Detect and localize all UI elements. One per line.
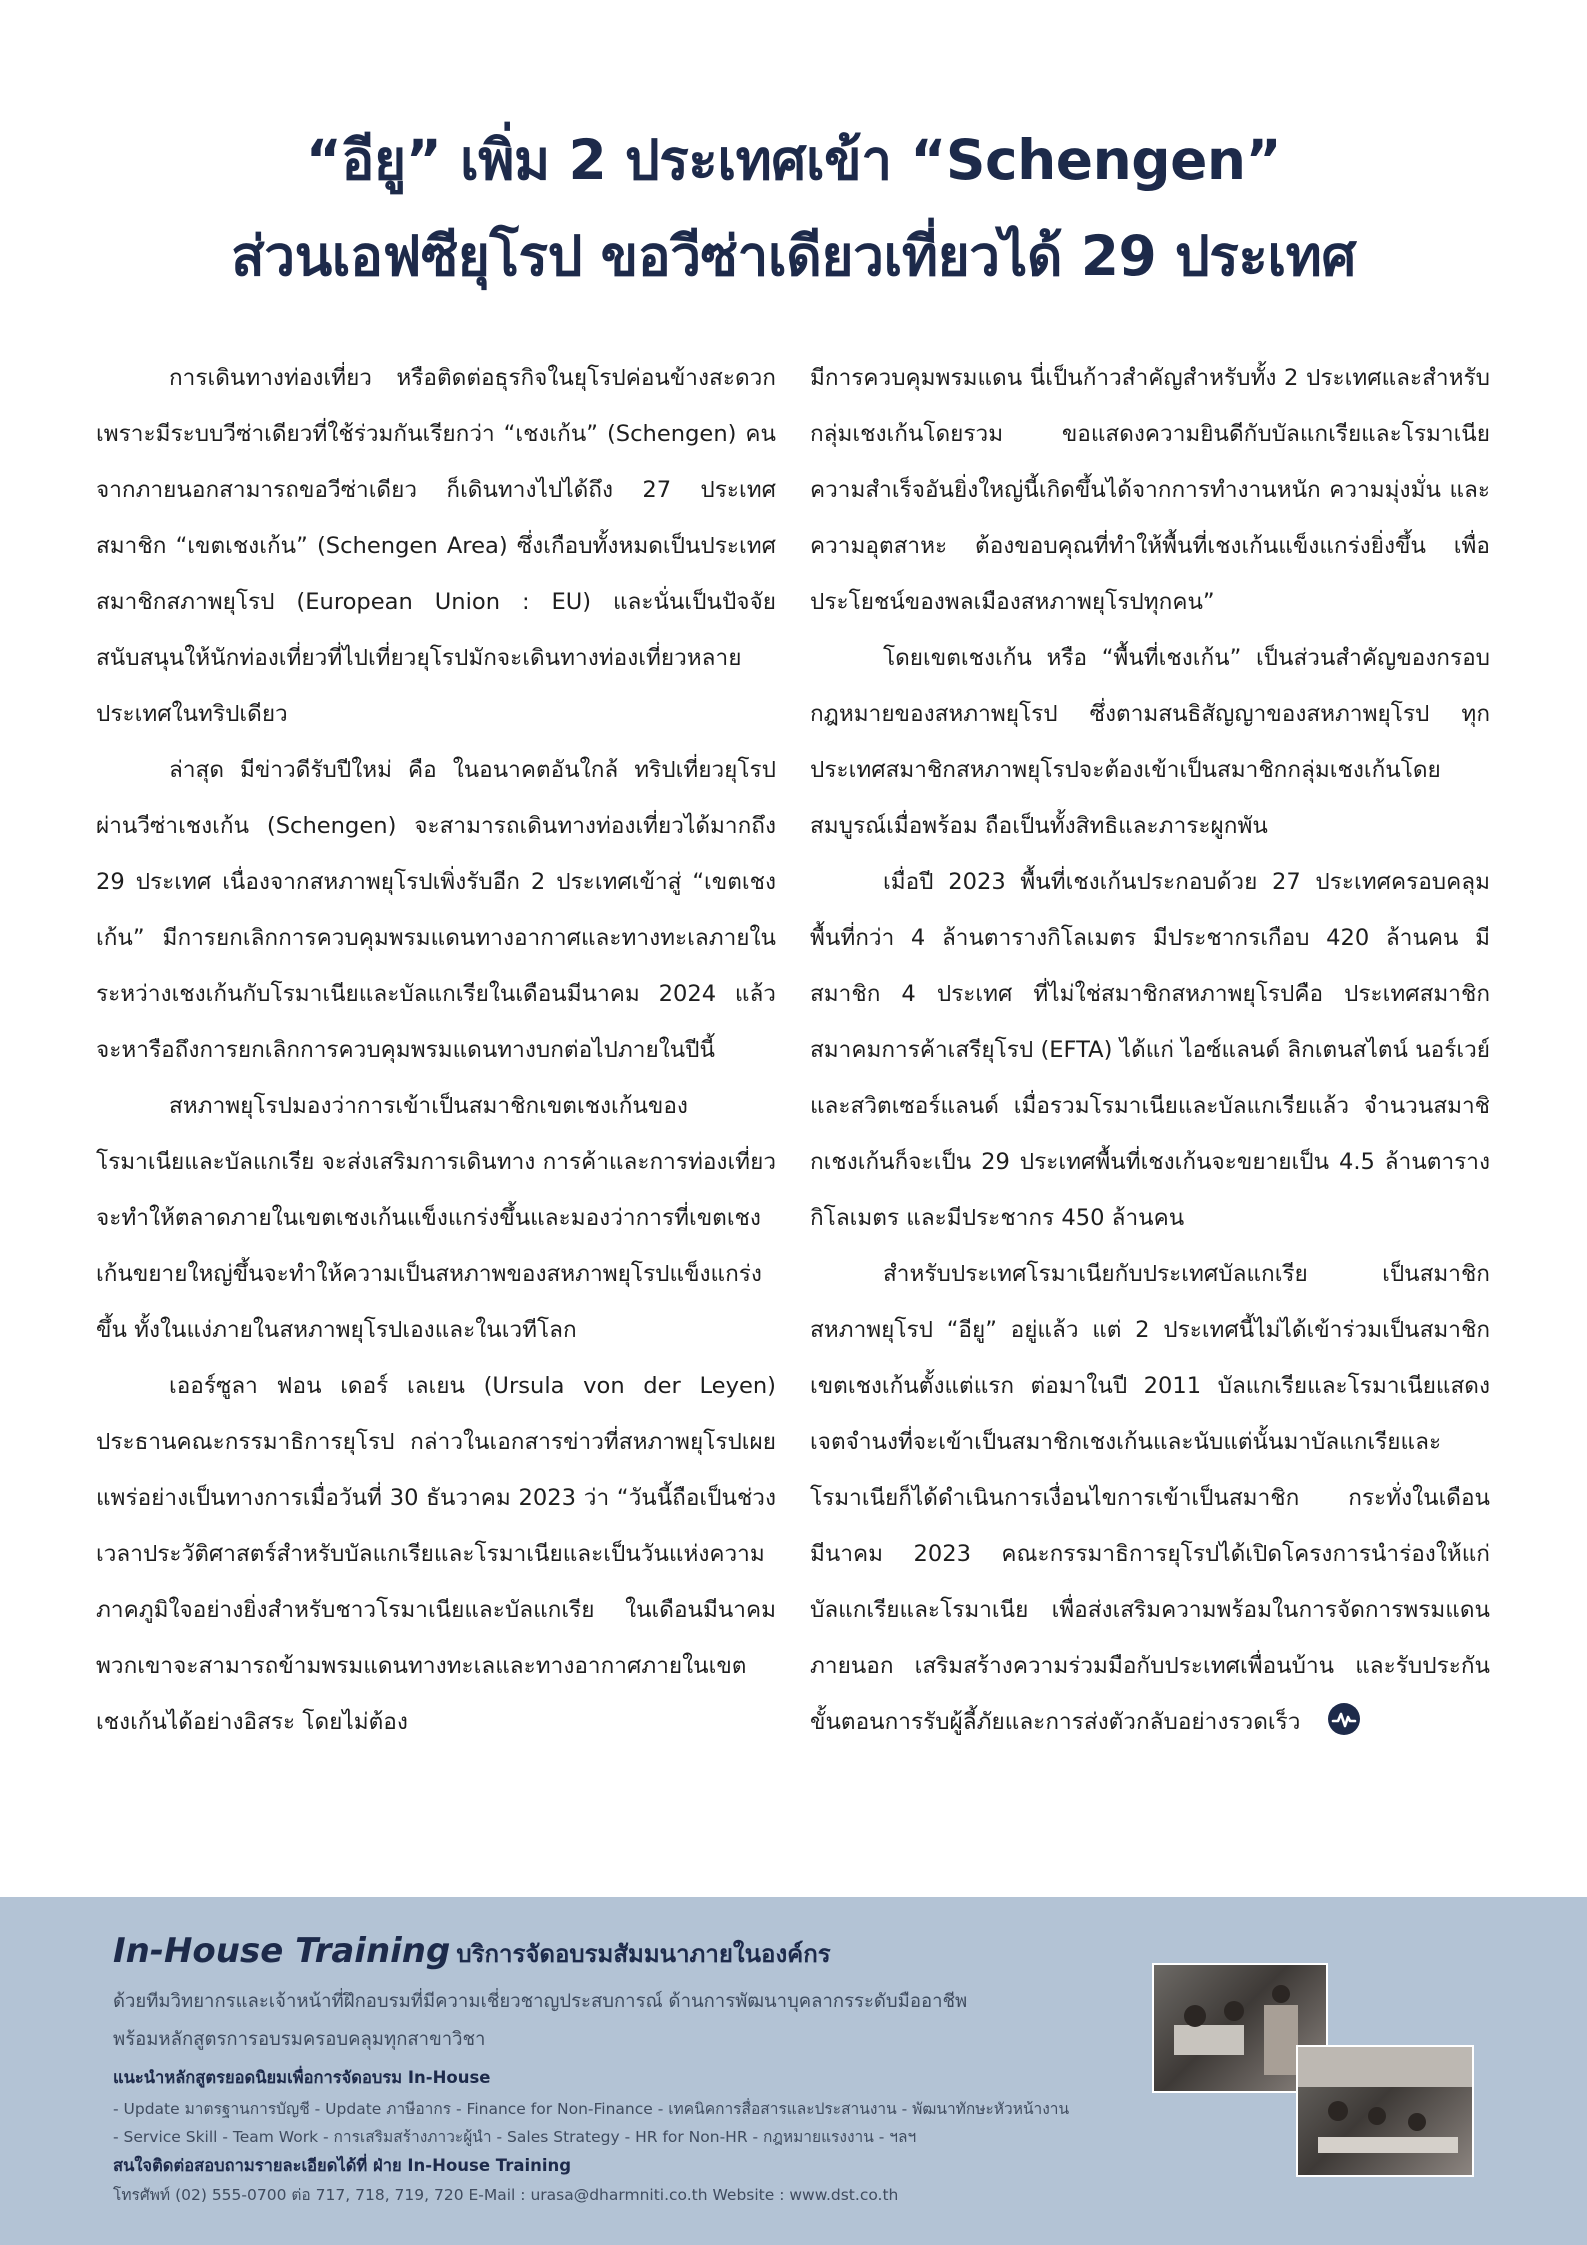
article-paragraph-continued: มีการควบคุมพรมแดน นี่เป็นก้าวสำคัญสำหรับทั้ง 2 ประเทศและสำหรับกลุ่มเชงเก้นโดยรวม ขอแสดงความยินดีกับบัลแกเรียและโรมาเนีย ความสำเร็จอันยิ่งใหญ่นี้เกิดขึ้นได้จากการทำงานหนัก ความมุ่งมั่น และความอุตสาหะ ต้องขอบคุณที่ทำให้พื้นที่เชงเก้นแข็งแกร่งยิ่งขึ้น เพื่อประโยชน์ของพลเมืองสหภาพยุโรปทุกคน”: [810, 365, 1490, 615]
course-list-1: - Update มาตรฐานการบัญชี - Update ภาษีอากร - Finance for Non-Finance - เทคนิคการสื่อสารและประสานงาน - พัฒนาทักษะหัวหน้างาน: [113, 2100, 1070, 2118]
article-paragraph: เออร์ซูลา ฟอน เดอร์ เลเยน (Ursula von der Leyen) ประธานคณะกรรมาธิการยุโรป กล่าวในเอกสารข่าวที่สหภาพยุโรปเผยแพร่อย่างเป็นทางการเมื่อวันที่ 30 ธันวาคม 2023 ว่า “วันนี้ถือเป็นช่วงเวลาประวัติศาสตร์สำหรับบัลแกเรียและโรมาเนียและเป็นวันแห่งความภาคภูมิใจอย่างยิ่งสำหรับชาวโรมาเนียและบัลแกเรีย ในเดือนมีนาคมพวกเขาจะสามารถข้ามพรมแดนทางทะเลและทางอากาศภายในเขตเชงเก้นได้อย่างอิสระ โดยไม่ต้อง: [96, 1373, 776, 1735]
headline-line-1: “อียู” เพิ่ม 2 ประเทศเข้า “Schengen”: [305, 128, 1282, 192]
recommend-heading: แนะนำหลักสูตรยอดนิยมเพื่อการจัดอบรม In-House: [113, 2068, 491, 2087]
training-photo-2: [1296, 2045, 1474, 2177]
article-column-left: [96, 350, 776, 1750]
contact-heading: สนใจติดต่อสอบถามรายละเอียดได้ที่ ฝ่าย In-House Training: [113, 2156, 572, 2175]
article-paragraph: ล่าสุด มีข่าวดีรับปีใหม่ คือ ในอนาคตอันใกล้ ทริปเที่ยวยุโรปผ่านวีซ่าเชงเก้น (Schengen) จะสามารถเดินทางท่องเที่ยวได้มากถึง 29 ประเทศ เนื่องจากสหภาพยุโรปเพิ่งรับอีก 2 ประเทศเข้าสู่ “เขตเชงเก้น” มีการยกเลิกการควบคุมพรมแดนทางอากาศและทางทะเลภายในระหว่างเชงเก้นกับโรมาเนียและบัลแกเรียในเดือนมีนาคม 2024 แล้วจะหารือถึงการยกเลิกการควบคุมพรมแดนทางบกต่อไปภายในปีนี้: [96, 757, 776, 1063]
in-house-training-banner: [0, 1897, 1587, 2245]
article-paragraph-last: [810, 1246, 1490, 1750]
article-paragraph: โดยเขตเชงเก้น หรือ “พื้นที่เชงเก้น” เป็นส่วนสำคัญของกรอบกฎหมายของสหภาพยุโรป ซึ่งตามสนธิสัญญาของสหภาพยุโรป ทุกประเทศสมาชิกสหภาพยุโรปจะต้องเข้าเป็นสมาชิกกลุ่มเชงเก้นโดยสมบูรณ์เมื่อพร้อม ถือเป็นทั้งสิทธิและภาระผูกพัน: [810, 645, 1490, 839]
article-paragraph: เมื่อปี 2023 พื้นที่เชงเก้นประกอบด้วย 27 ประเทศครอบคลุมพื้นที่กว่า 4 ล้านตารางกิโลเมตร มีประชากรเกือบ 420 ล้านคน มีสมาชิก 4 ประเทศ ที่ไม่ใช่สมาชิกสหภาพยุโรปคือ ประเทศสมาชิกสมาคมการค้าเสรียุโรป (EFTA) ได้แก่ ไอซ์แลนด์ ลิกเตนสไตน์ นอร์เวย์ และสวิตเซอร์แลนด์ เมื่อรวมโรมาเนียและบัลแกเรียแล้ว จำนวนสมาชิกเชงเก้นก็จะเป็น 29 ประเทศพื้นที่เชงเก้นจะขยายเป็น 4.5 ล้านตารางกิโลเมตร และมีประชากร 450 ล้านคน: [810, 869, 1490, 1231]
publisher-logo-icon: [1328, 1703, 1360, 1735]
banner-title-th: บริการจัดอบรมสัมมนาภายในองค์กร: [456, 1940, 831, 1968]
article-paragraph: สหภาพยุโรปมองว่าการเข้าเป็นสมาชิกเขตเชงเก้นของโรมาเนียและบัลแกเรีย จะส่งเสริมการเดินทาง การค้าและการท่องเที่ยว จะทำให้ตลาดภายในเขตเชงเก้นแข็งแกร่งขึ้นและมองว่าการที่เขตเชงเก้นขยายใหญ่ขึ้นจะทำให้ความเป็นสหภาพของสหภาพยุโรปแข็งแกร่งขึ้น ทั้งในแง่ภายในสหภาพยุโรปเองและในเวทีโลก: [96, 1093, 776, 1343]
article-column-right: [810, 350, 1490, 1750]
article-paragraph: การเดินทางท่องเที่ยว หรือติดต่อธุรกิจในยุโรปค่อนข้างสะดวก เพราะมีระบบวีซ่าเดียวที่ใช้ร่วมกันเรียกว่า “เชงเก้น” (Schengen) คนจากภายนอกสามารถขอวีซ่าเดียว ก็เดินทางไปได้ถึง 27 ประเทศสมาชิก “เขตเชงเก้น” (Schengen Area) ซึ่งเกือบทั้งหมดเป็นประเทศสมาชิกสภาพยุโรป (European Union : EU) และนั่นเป็นปัจจัยสนับสนุนให้นักท่องเที่ยวที่ไปเที่ยวยุโรปมักจะเดินทางท่องเที่ยวหลายประเทศในทริปเดียว: [96, 365, 776, 727]
banner-title: [113, 1931, 831, 1973]
course-list-2: - Service Skill - Team Work - การเสริมสร้างภาวะผู้นำ - Sales Strategy - HR for Non-HR - กฎหมายแรงงาน - ฯลฯ: [113, 2128, 917, 2146]
contact-info: โทรศัพท์ (02) 555-0700 ต่อ 717, 718, 719, 720 E-Mail : urasa@dharmniti.co.th Website : www.dst.co.th: [113, 2186, 899, 2204]
banner-title-en: In-House Training: [113, 1931, 451, 1971]
banner-description-2: พร้อมหลักสูตรการอบรมครอบคลุมทุกสาขาวิชา: [113, 2029, 486, 2050]
headline-line-2: ส่วนเอฟซียุโรป ขอวีซ่าเดียวเที่ยวได้ 29 ประเทศ: [231, 224, 1356, 288]
article-paragraph-last-text: สำหรับประเทศโรมาเนียกับประเทศบัลแกเรีย เป็นสมาชิกสหภาพยุโรป “อียู” อยู่แล้ว แต่ 2 ประเทศนี้ไม่ได้เข้าร่วมเป็นสมาชิกเขตเชงเก้นตั้งแต่แรก ต่อมาในปี 2011 บัลแกเรียและโรมาเนียแสดงเจตจำนงที่จะเข้าเป็นสมาชิกเชงเก้นและนับแต่นั้นมาบัลแกเรียและโรมาเนียก็ได้ดำเนินการเงื่อนไขการเข้าเป็นสมาชิก กระทั่งในเดือนมีนาคม 2023 คณะกรรมาธิการยุโรปได้เปิดโครงการนำร่องให้แก่บัลแกเรียและโรมาเนีย เพื่อส่งเสริมความพร้อมในการจัดการพรมแดนภายนอก เสริมสร้างความร่วมมือกับประเทศเพื่อนบ้าน และรับประกันขั้นตอนการรับผู้ลี้ภัยและการส่งตัวกลับอย่างรวดเร็ว: [810, 1261, 1490, 1735]
headline: [60, 112, 1527, 304]
banner-description-1: ด้วยทีมวิทยากรและเจ้าหน้าที่ฝึกอบรมที่มีความเชี่ยวชาญประสบการณ์ ด้านการพัฒนาบุคลากรระดับมืออาชีพ: [113, 1991, 968, 2012]
